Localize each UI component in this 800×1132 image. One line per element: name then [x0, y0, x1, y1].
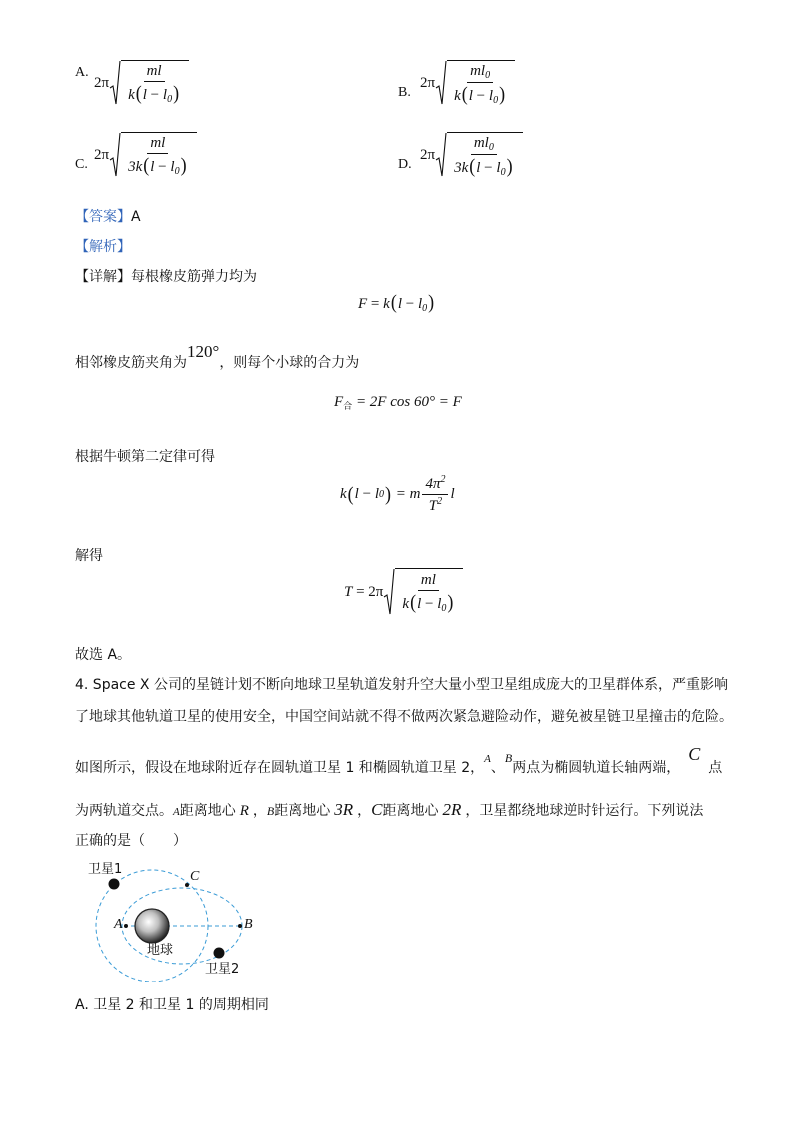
den-sub: 0: [167, 93, 173, 105]
option-d-prefix: 2π: [420, 147, 436, 163]
eq4-eq: = 2π: [356, 583, 384, 600]
equation-3: k ( l − l 0 ) = m $\frac{4\pi^2}{T^2}$ l: [340, 474, 455, 514]
eq4-l: l: [417, 595, 422, 612]
den-l0: l: [162, 86, 168, 103]
option-a: [75, 64, 89, 81]
angle-value: 120°: [187, 342, 220, 361]
label-b: B: [244, 917, 253, 932]
eq1-l0: l: [417, 296, 423, 312]
den-l: l: [476, 160, 481, 176]
option-a-formula: [94, 60, 189, 106]
sqrt-symbol: $\frac{ml}{k(l - l_0)}$: [383, 568, 463, 616]
den-sub: 0: [500, 167, 506, 178]
option-b: [398, 84, 411, 101]
sqrt-symbol: $\frac{ml}{3k(l - l_0)}$: [109, 132, 196, 178]
option-a-text: A. 卫星 2 和卫星 1 的周期相同: [75, 997, 269, 1013]
point-c-dot: [185, 883, 189, 887]
den-l: l: [468, 88, 473, 104]
num-sub: 0: [485, 70, 491, 81]
angle-line: [75, 342, 360, 372]
q4-line3-sep: 、: [490, 760, 505, 776]
den-minus: −: [158, 158, 167, 175]
q4-line4-a: 为两轨道交点。: [75, 803, 173, 819]
sqrt-symbol: $\frac{ml_0}{3k(l - l_0)}$: [435, 132, 522, 179]
option-d: [398, 156, 412, 173]
eq3-minus: −: [362, 485, 372, 502]
den-l: l: [142, 86, 147, 103]
den-k: 3k: [454, 160, 469, 176]
option-b-numerator: ml: [470, 63, 486, 79]
den-l0: l: [488, 88, 494, 104]
label-c: C: [190, 869, 200, 884]
option-a-numerator: ml: [144, 63, 165, 82]
point-b-dot: [238, 924, 242, 928]
den-k: k: [454, 88, 461, 104]
eq1-l: l: [397, 296, 402, 312]
den-minus: −: [150, 86, 160, 103]
answer-label: 【答案】: [75, 209, 131, 225]
distance-r: R: [239, 803, 249, 819]
eq3-l0: l: [374, 485, 379, 502]
eq2-lhs-sub: 合: [343, 402, 353, 412]
equation-4: [344, 568, 463, 616]
q4-line2: 了地球其他轨道卫星的使用安全，中国空间站就不得不做两次紧急避险动作，避免被星链卫星撞击的危险。: [75, 709, 733, 725]
eq3-k: k: [340, 485, 347, 502]
q4-line3-c: 点: [708, 760, 723, 776]
satellite-1-icon: [109, 879, 120, 890]
newton-text: 根据牛顿第二定律可得: [75, 449, 215, 465]
eq1-minus: −: [405, 296, 415, 312]
point-c-ref: C: [371, 800, 383, 819]
eq4-num: ml: [418, 572, 439, 591]
sqrt-symbol: $\frac{ml}{k(l - l_0)}$: [109, 60, 189, 106]
option-b-letter: B.: [398, 85, 411, 100]
option-c: [75, 156, 88, 173]
label-a: A: [114, 917, 123, 932]
eq3-num-sup: 2: [440, 474, 446, 485]
eq4-sub: 0: [441, 602, 447, 614]
angle-text-b: ，则每个小球的合力为: [219, 355, 360, 371]
eq3-sub: 0: [378, 488, 384, 500]
eq3-num: 4π: [425, 476, 441, 492]
earth-label: 地球: [147, 943, 174, 958]
q4-line4-c: ，: [252, 803, 267, 819]
option-b-prefix: 2π: [420, 75, 436, 91]
eq3-eq: = m: [395, 485, 421, 502]
equation-1: $F = k(l - l_0)$: [358, 290, 435, 314]
satellite-1-label: 卫星1: [88, 862, 123, 877]
option-c-formula: [94, 132, 197, 178]
eq3-tail: l: [450, 485, 455, 502]
q4-line4-f: 距离地心: [382, 803, 439, 819]
point-b-ref: B: [504, 751, 513, 765]
satellite-2-label: 卫星2: [205, 962, 240, 977]
den-l0: l: [496, 160, 501, 176]
q4-line4-e: ，: [357, 803, 372, 819]
equation-2: [334, 394, 462, 412]
detail-label: 【详解】: [75, 269, 131, 285]
q4-line1: 4. Space X 公司的星链计划不断向地球卫星轨道发射升空大量小型卫星组成庞大的卫星群体系，严重影响: [75, 677, 728, 693]
option-d-formula: [420, 132, 523, 179]
point-a-ref: A: [484, 753, 491, 765]
option-d-numerator: ml: [473, 135, 489, 151]
option-b-formula: [420, 60, 515, 107]
point-a-dot: [124, 924, 128, 928]
distance-3r: 3R: [334, 800, 354, 819]
num-sub: 0: [488, 142, 494, 153]
den-sub: 0: [174, 165, 180, 177]
eq1-sub: 0: [422, 303, 428, 314]
earth-icon: [135, 909, 169, 943]
eq4-l0: l: [437, 595, 442, 612]
eq4-minus: −: [424, 595, 434, 612]
solve-text: 解得: [75, 548, 103, 564]
q4-line5: 正确的是（ ）: [75, 833, 187, 849]
option-d-letter: D.: [398, 157, 412, 172]
q4-line4-b: 距离地心: [179, 803, 236, 819]
eq1-lhs: F: [358, 296, 368, 312]
q4-line4-g: ，卫星都绕地球逆时针运行。下列说法: [465, 803, 704, 819]
point-c-ref: C: [688, 744, 701, 764]
eq1-eq: =: [370, 296, 380, 312]
analysis-label: 【解析】: [75, 239, 131, 255]
angle-text-a: 相邻橡皮筋夹角为: [75, 355, 187, 371]
eq4-lhs: T: [344, 583, 353, 600]
den-minus: −: [484, 160, 493, 176]
option-c-prefix: 2π: [94, 146, 110, 163]
den-k: k: [128, 86, 135, 103]
eq1-k: k: [383, 296, 390, 312]
den-l0: l: [170, 158, 175, 175]
detail-line: [75, 266, 257, 286]
q4-line3-a: 如图所示，假设在地球附近存在圆轨道卫星 1 和椭圆轨道卫星 2，: [75, 760, 485, 776]
satellite-2-icon: [214, 948, 225, 959]
option-c-letter: C.: [75, 157, 88, 172]
option-a-prefix: 2π: [94, 74, 110, 91]
q4-line4: [75, 800, 703, 820]
den-sub: 0: [493, 95, 499, 106]
sqrt-symbol: $\frac{ml_0}{k(l - l_0)}$: [435, 60, 515, 107]
eq4-k: k: [402, 595, 410, 612]
q4-line3: [75, 744, 723, 777]
den-l: l: [150, 158, 155, 175]
distance-2r: 2R: [442, 800, 462, 819]
eq2-rhs: = 2F cos 60° = F: [355, 394, 462, 410]
option-a-letter: A.: [75, 65, 89, 80]
detail-text: 每根橡皮筋弹力均为: [131, 269, 257, 285]
point-b-ref: B: [266, 804, 275, 818]
q4-line3-b: 两点为椭圆轨道长轴两端，: [512, 760, 681, 776]
den-minus: −: [476, 88, 486, 104]
answer-line: [75, 206, 141, 226]
den-k: 3k: [128, 158, 143, 175]
eq2-lhs: F: [334, 394, 344, 410]
q4-line4-d: 距离地心: [274, 803, 331, 819]
eq3-den-sup: 2: [437, 495, 443, 507]
conclusion: 故选 A。: [75, 647, 132, 663]
eq3-den: T: [428, 497, 438, 514]
eq3-l: l: [354, 485, 359, 502]
point-a-ref: A: [173, 806, 180, 818]
answer-value: A: [131, 209, 141, 225]
option-c-numerator: ml: [147, 135, 168, 154]
